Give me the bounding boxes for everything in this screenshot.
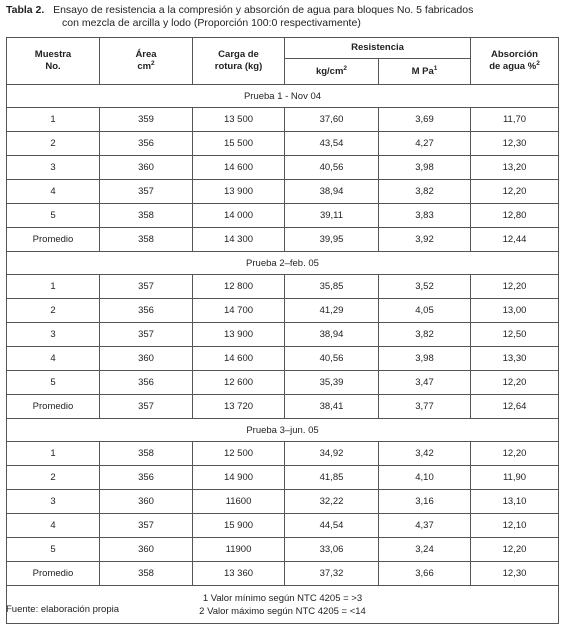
cell-absorcion: 12,20	[471, 538, 559, 562]
cell-area: 358	[100, 442, 193, 466]
section-title: Prueba 2–feb. 05	[7, 252, 559, 275]
cell-carga: 14 900	[193, 466, 285, 490]
cell-mpa: 4,05	[379, 299, 471, 323]
cell-absorcion: 12,80	[471, 204, 559, 228]
table-row	[7, 180, 559, 204]
caption-text-line2: con mezcla de arcilla y lodo (Proporción 100:0 respectivamente)	[62, 17, 361, 29]
table-caption	[6, 4, 556, 30]
header-mpa: M Pa$^1$	[379, 59, 471, 85]
cell-kgcm: 41,29	[285, 299, 379, 323]
cell-muestra: 2	[7, 466, 100, 490]
cell-mpa: 3,77	[379, 395, 471, 419]
cell-area: 360	[100, 490, 193, 514]
cell-mpa: 3,82	[379, 323, 471, 347]
cell-mpa: 3,66	[379, 562, 471, 586]
cell-muestra: 3	[7, 156, 100, 180]
cell-muestra: 5	[7, 371, 100, 395]
note-1: 1 Valor mínimo según NTC 4205 = >3	[202, 592, 363, 604]
cell-mpa: 4,27	[379, 132, 471, 156]
cell-mpa: 3,52	[379, 275, 471, 299]
cell-muestra: 4	[7, 180, 100, 204]
header-absorcion: Absorción de agua %$^2$	[471, 38, 559, 85]
caption-text-line1: Ensayo de resistencia a la compresión y absorción de agua para bloques No. 5 fabricados	[53, 4, 474, 16]
table-row	[7, 323, 559, 347]
cell-carga: 15 900	[193, 514, 285, 538]
header-muestra: Muestra No.	[7, 38, 100, 85]
cell-carga: 14 300	[193, 228, 285, 252]
cell-carga: 13 720	[193, 395, 285, 419]
cell-kgcm: 38,94	[285, 180, 379, 204]
cell-kgcm: 33,06	[285, 538, 379, 562]
cell-absorcion: 12,10	[471, 514, 559, 538]
cell-mpa: 3,47	[379, 371, 471, 395]
table-row	[7, 108, 559, 132]
cell-absorcion: 13,00	[471, 299, 559, 323]
cell-kgcm: 43,54	[285, 132, 379, 156]
cell-area: 357	[100, 323, 193, 347]
table-row	[7, 395, 559, 419]
cell-mpa: 3,83	[379, 204, 471, 228]
cell-area: 356	[100, 299, 193, 323]
cell-mpa: 3,92	[379, 228, 471, 252]
header-resistencia: Resistencia	[285, 38, 471, 59]
cell-absorcion: 12,44	[471, 228, 559, 252]
cell-absorcion: 13,20	[471, 156, 559, 180]
cell-muestra: 3	[7, 490, 100, 514]
cell-kgcm: 32,22	[285, 490, 379, 514]
cell-mpa: 4,37	[379, 514, 471, 538]
table-header	[7, 38, 559, 85]
table-row	[7, 204, 559, 228]
cell-carga: 13 900	[193, 180, 285, 204]
cell-kgcm: 34,92	[285, 442, 379, 466]
cell-muestra: 1	[7, 275, 100, 299]
section-row	[7, 85, 559, 108]
cell-area: 356	[100, 132, 193, 156]
cell-area: 357	[100, 514, 193, 538]
cell-carga: 14 600	[193, 156, 285, 180]
cell-carga: 12 500	[193, 442, 285, 466]
cell-area: 356	[100, 371, 193, 395]
cell-absorcion: 12,50	[471, 323, 559, 347]
cell-area: 357	[100, 180, 193, 204]
cell-kgcm: 35,85	[285, 275, 379, 299]
cell-area: 360	[100, 156, 193, 180]
cell-absorcion: 12,64	[471, 395, 559, 419]
cell-absorcion: 12,20	[471, 275, 559, 299]
cell-muestra: Promedio	[7, 228, 100, 252]
cell-kgcm: 37,32	[285, 562, 379, 586]
cell-kgcm: 40,56	[285, 156, 379, 180]
cell-mpa: 3,98	[379, 347, 471, 371]
table-row	[7, 490, 559, 514]
source-note: Fuente: elaboración propia	[6, 604, 120, 615]
cell-carga: 13 360	[193, 562, 285, 586]
cell-carga: 12 800	[193, 275, 285, 299]
cell-area: 358	[100, 228, 193, 252]
cell-area: 360	[100, 538, 193, 562]
table-row	[7, 228, 559, 252]
table-row	[7, 371, 559, 395]
table-body	[7, 85, 559, 586]
cell-mpa: 3,98	[379, 156, 471, 180]
table-row	[7, 538, 559, 562]
cell-muestra: Promedio	[7, 562, 100, 586]
header-area: Área $cm^2$	[100, 38, 193, 85]
cell-muestra: 4	[7, 514, 100, 538]
section-row	[7, 252, 559, 275]
cell-kgcm: 41,85	[285, 466, 379, 490]
table-row	[7, 299, 559, 323]
cell-muestra: 4	[7, 347, 100, 371]
cell-absorcion: 12,20	[471, 442, 559, 466]
cell-muestra: 1	[7, 108, 100, 132]
cell-kgcm: 44,54	[285, 514, 379, 538]
caption-label: Tabla 2.	[6, 4, 45, 16]
cell-carga: 13 900	[193, 323, 285, 347]
cell-area: 357	[100, 395, 193, 419]
cell-kgcm: 37,60	[285, 108, 379, 132]
cell-area: 356	[100, 466, 193, 490]
cell-mpa: 3,24	[379, 538, 471, 562]
cell-mpa: 3,69	[379, 108, 471, 132]
cell-carga: 15 500	[193, 132, 285, 156]
cell-absorcion: 12,20	[471, 371, 559, 395]
cell-muestra: 1	[7, 442, 100, 466]
table-row	[7, 562, 559, 586]
cell-carga: 12 600	[193, 371, 285, 395]
cell-muestra: 3	[7, 323, 100, 347]
note-2: 2 Valor máximo según NTC 4205 = <14	[199, 605, 366, 617]
table-row	[7, 347, 559, 371]
cell-absorcion: 12,30	[471, 132, 559, 156]
cell-carga: 14 700	[193, 299, 285, 323]
cell-area: 358	[100, 562, 193, 586]
cell-area: 360	[100, 347, 193, 371]
cell-kgcm: 35,39	[285, 371, 379, 395]
cell-absorcion: 11,70	[471, 108, 559, 132]
table-row	[7, 275, 559, 299]
cell-carga: 11900	[193, 538, 285, 562]
header-carga: Carga de rotura (kg)	[193, 38, 285, 85]
cell-absorcion: 12,30	[471, 562, 559, 586]
cell-area: 358	[100, 204, 193, 228]
cell-kgcm: 39,95	[285, 228, 379, 252]
cell-mpa: 3,42	[379, 442, 471, 466]
cell-absorcion: 13,10	[471, 490, 559, 514]
section-title: Prueba 3–jun. 05	[7, 419, 559, 442]
cell-muestra: Promedio	[7, 395, 100, 419]
cell-muestra: 2	[7, 299, 100, 323]
cell-kgcm: 39,11	[285, 204, 379, 228]
cell-carga: 14 000	[193, 204, 285, 228]
table-row	[7, 156, 559, 180]
cell-muestra: 5	[7, 204, 100, 228]
header-kgcm: $kg/cm^2$	[285, 59, 379, 85]
cell-carga: 13 500	[193, 108, 285, 132]
cell-absorcion: 11,90	[471, 466, 559, 490]
cell-area: 357	[100, 275, 193, 299]
cell-absorcion: 13,30	[471, 347, 559, 371]
cell-muestra: 5	[7, 538, 100, 562]
section-row	[7, 419, 559, 442]
results-table	[6, 37, 559, 624]
table-row	[7, 132, 559, 156]
table-row	[7, 514, 559, 538]
cell-absorcion: 12,20	[471, 180, 559, 204]
cell-kgcm: 40,56	[285, 347, 379, 371]
cell-mpa: 4,10	[379, 466, 471, 490]
cell-kgcm: 38,94	[285, 323, 379, 347]
cell-mpa: 3,16	[379, 490, 471, 514]
table-row	[7, 466, 559, 490]
cell-area: 359	[100, 108, 193, 132]
section-title: Prueba 1 - Nov 04	[7, 85, 559, 108]
cell-kgcm: 38,41	[285, 395, 379, 419]
table-row	[7, 442, 559, 466]
cell-muestra: 2	[7, 132, 100, 156]
cell-mpa: 3,82	[379, 180, 471, 204]
cell-carga: 11600	[193, 490, 285, 514]
cell-carga: 14 600	[193, 347, 285, 371]
